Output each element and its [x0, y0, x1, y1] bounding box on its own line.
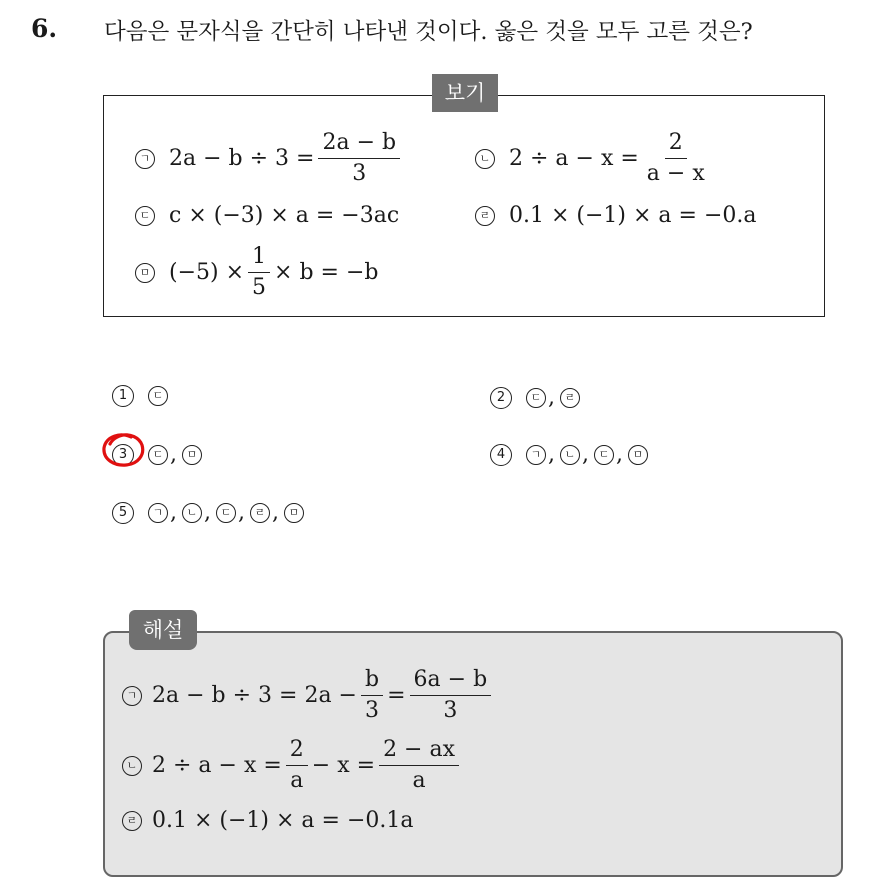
marker-icon: ㄹ: [560, 388, 580, 408]
marker-mieum-icon: ㅁ: [135, 263, 155, 283]
marker-icon: ㄷ: [594, 445, 614, 465]
solution-line-2-mid: − x =: [311, 753, 376, 778]
bogi-item-4: [475, 203, 757, 228]
solution-line-1: [122, 667, 495, 724]
solution-line-2-lhs: 2 ÷ a − x =: [152, 753, 282, 778]
choice-number-1-icon: 1: [112, 385, 134, 407]
bogi-item-1-lhs: 2a − b ÷ 3 =: [169, 146, 315, 171]
marker-icon: ㄴ: [182, 503, 202, 523]
choice-5[interactable]: 5 ㄱ , ㄴ , ㄷ , ㄹ , ㅁ: [112, 500, 304, 525]
fraction-numerator: 2 − ax: [379, 737, 459, 766]
choice-number-5-icon: 5: [112, 502, 134, 524]
fraction-numerator: 2a − b: [318, 130, 400, 159]
marker-icon: ㄷ: [148, 445, 168, 465]
marker-giyeok-icon: ㄱ: [135, 149, 155, 169]
solution-line-2-fraction-2: [379, 737, 459, 794]
question-text: 다음은 문자식을 간단히 나타낸 것이다. 옳은 것을 모두 고른 것은?: [104, 19, 753, 45]
marker-icon: ㄴ: [560, 445, 580, 465]
bogi-item-1-fraction: [318, 130, 400, 187]
bogi-label: 보기: [432, 74, 498, 112]
solution-line-1-lhs: 2a − b ÷ 3 = 2a −: [152, 683, 357, 708]
bogi-item-3: [135, 203, 399, 228]
bogi-item-2-fraction: [643, 130, 709, 187]
marker-digeut-icon: ㄷ: [135, 206, 155, 226]
choice-4[interactable]: 4 ㄱ , ㄴ , ㄷ , ㅁ: [490, 442, 648, 467]
marker-nieun-icon: ㄴ: [475, 149, 495, 169]
choice-3[interactable]: 3 ㄷ , ㅁ: [112, 442, 202, 467]
question-number: 6.: [31, 14, 58, 43]
marker-icon: ㅁ: [284, 503, 304, 523]
fraction-denominator: 3: [365, 698, 380, 723]
solution-line-1-fraction-1: [361, 667, 383, 724]
marker-icon: ㄷ: [526, 388, 546, 408]
fraction-denominator: a: [412, 768, 426, 793]
marker-icon: ㄷ: [216, 503, 236, 523]
bogi-item-5-fraction: [248, 244, 270, 301]
solution-line-2-fraction-1: [286, 737, 308, 794]
fraction-denominator: a − x: [646, 161, 705, 186]
marker-giyeok-icon: ㄱ: [122, 686, 142, 706]
choice-number-2-icon: 2: [490, 387, 512, 409]
bogi-item-5-pre: (−5) ×: [169, 260, 245, 285]
fraction-denominator: 3: [443, 698, 458, 723]
marker-icon: ㄱ: [526, 445, 546, 465]
fraction-denominator: 5: [252, 275, 267, 300]
solution-line-3-expr: 0.1 × (−1) × a = −0.1a: [152, 808, 414, 833]
fraction-numerator: 2: [665, 130, 687, 159]
choice-number-4-icon: 4: [490, 444, 512, 466]
choice-number-3-icon: 3: [112, 444, 134, 466]
solution-label: 해설: [129, 610, 197, 650]
fraction-numerator: 2: [286, 737, 308, 766]
bogi-item-1: [135, 130, 404, 187]
marker-icon: ㅁ: [628, 445, 648, 465]
marker-icon: ㄷ: [148, 386, 168, 406]
fraction-numerator: 6a − b: [410, 667, 492, 696]
fraction-numerator: 1: [248, 244, 270, 273]
choice-2[interactable]: 2 ㄷ , ㄹ: [490, 385, 580, 410]
choice-1[interactable]: [112, 385, 168, 407]
bogi-item-2-lhs: 2 ÷ a − x =: [509, 146, 639, 171]
fraction-denominator: a: [290, 768, 304, 793]
bogi-item-5: [135, 244, 378, 301]
solution-line-2: [122, 737, 463, 794]
answer-mark-icon: [101, 432, 147, 468]
fraction-denominator: 3: [352, 161, 367, 186]
marker-rieul-icon: ㄹ: [475, 206, 495, 226]
bogi-item-3-expr: c × (−3) × a = −3ac: [169, 203, 400, 228]
marker-nieun-icon: ㄴ: [122, 756, 142, 776]
bogi-item-4-expr: 0.1 × (−1) × a = −0.a: [509, 203, 757, 228]
bogi-item-2: [475, 130, 713, 187]
solution-line-1-fraction-2: [410, 667, 492, 724]
marker-icon: ㄱ: [148, 503, 168, 523]
marker-icon: ㅁ: [182, 445, 202, 465]
solution-line-3: [122, 808, 414, 833]
marker-icon: ㄹ: [250, 503, 270, 523]
solution-line-1-eq: =: [387, 683, 406, 708]
marker-rieul-icon: ㄹ: [122, 811, 142, 831]
bogi-item-5-post: × b = −b: [274, 260, 379, 285]
fraction-numerator: b: [361, 667, 383, 696]
